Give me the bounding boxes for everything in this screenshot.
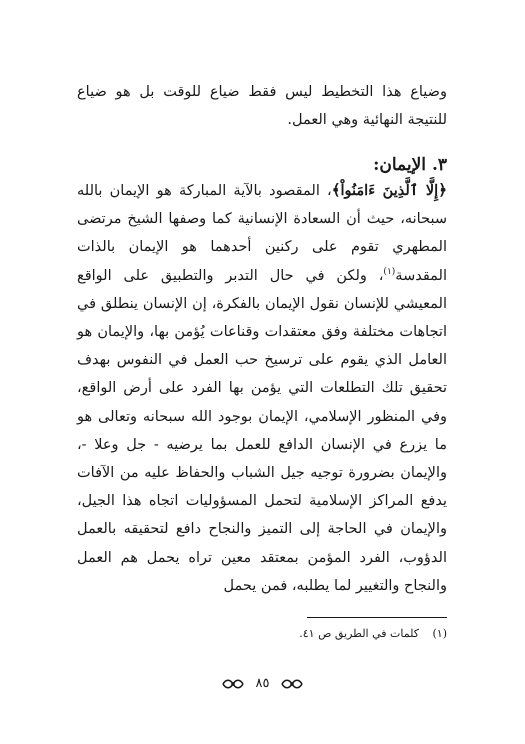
footnote-reference[interactable]: (١) <box>383 266 396 277</box>
paragraph-iman-text-b: ، ولكن في حال التدبر والتطبيق على الواقع المعيشي للإنسان نقول الإيمان بالفكرة، إن الإنسان ينطلق في اتجاهات مختلفة وفق معتقدات وقناعات يُؤمن بها، والإيمان هو العامل الذي يقوم على ترسيخ حب العمل في النفوس بهدف تحقيق تلك التطلعات التي يؤمن بها الفرد على أرض الواقع، وفي المنظور الإسلامي، الإيمان بوجود الله سبحانه وتعالى هو ما يزرع في الإنسان الدافع للعمل بما يرضيه - جل وعلا -، والإيمان بضرورة توجيه جيل الشباب والحفاظ عليه من الآفات يدفع المراكز الإسلامية لتحمل المسؤوليات اتجاه هذا الجيل، والإيمان في الحاجة إلى التميز والنجاح دافع لتحقيقه بالعمل الدؤوب، الفرد المؤمن بمعتقد معين تراه يحمل هم العمل والنجاح والتغيير لما يطلبه، فمن يحمل <box>77 267 447 594</box>
floral-ornament-icon <box>221 678 245 690</box>
footnote <box>299 626 447 642</box>
quran-bracket-close: ﴾ <box>331 181 341 199</box>
quran-verse: إِلَّا ٱلَّذِينَ ءَامَنُواْ <box>340 182 439 199</box>
page-footer <box>0 676 525 691</box>
footnote-number: (١) <box>432 627 447 640</box>
quran-bracket-open: ﴿ <box>438 181 447 199</box>
footnote-text: كلمات في الطريق ص ٤١. <box>299 627 419 640</box>
footnote-divider <box>307 617 447 618</box>
section-number: ٣. <box>431 155 447 175</box>
page-number: ٨٥ <box>255 676 270 691</box>
paragraph-iman <box>77 176 447 600</box>
paragraph-intro-text: وضياع هذا التخطيط ليس فقط ضياع للوقت بل هو ضياع للنتيجة النهائية وهي العمل. <box>77 84 447 129</box>
paragraph-intro <box>77 78 447 134</box>
section-heading <box>373 155 447 175</box>
paragraph-iman-text-a: ، المقصود بالآية المباركة هو الإيمان بالله سبحانه، حيث أن السعادة الإنسانية كما وصفها الشيخ مرتضى المطهري تقوم على ركنين أحدهما هو الإيمان بالذات المقدسة <box>77 183 447 284</box>
section-title: الإيمان: <box>373 155 427 175</box>
floral-ornament-icon <box>280 678 304 690</box>
